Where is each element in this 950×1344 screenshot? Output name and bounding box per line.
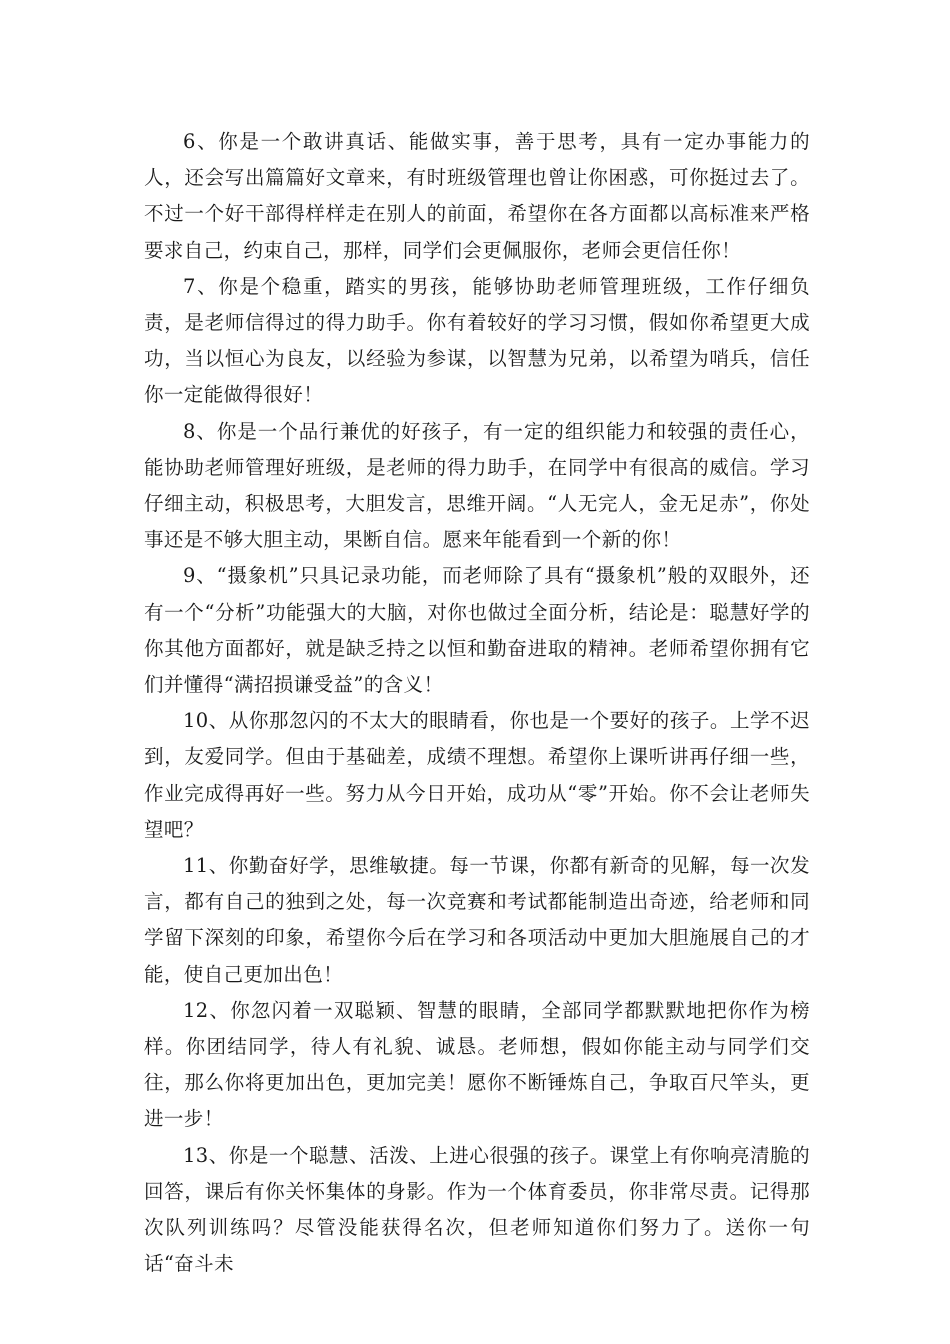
comment-paragraph-8: 8、你是一个品行兼优的好孩子，有一定的组织能力和较强的责任心，能协助老师管理好班级，是老师的得力助手，在同学中有很高的威信。学习仔细主动，积极思考，大胆发言，思维开阔。“人无完人，金无足赤”，你处事还是不够大胆主动，果断自信。愿来年能看到一个新的你！ [144, 419, 810, 552]
comment-paragraph-6: 6、你是一个敢讲真话、能做实事，善于思考，具有一定办事能力的人，还会写出篇篇好文章来，有时班级管理也曾让你困惑，可你挺过去了。不过一个好干部得样样走在别人的前面，希望你在各方面都以高标准来严格要求自己，约束自己，那样，同学们会更佩服你，老师会更信任你！ [144, 130, 810, 262]
comment-paragraph-7: 7、你是个稳重，踏实的男孩，能够协助老师管理班级，工作仔细负责，是老师信得过的得力助手。你有着较好的学习习惯，假如你希望更大成功，当以恒心为良友，以经验为参谋，以智慧为兄弟，以希望为哨兵，信任你一定能做得很好！ [144, 274, 810, 407]
comment-paragraph-9: 9、“摄象机”只具记录功能，而老师除了具有“摄象机”般的双眼外，还有一个“分析”功能强大的大脑，对你也做过全面分析，结论是：聪慧好学的你其他方面都好，就是缺乏持之以恒和勤奋进取的精神。老师希望你拥有它们并懂得“满招损谦受益”的含义！ [144, 564, 810, 697]
document-body [144, 124, 810, 1283]
comment-paragraph-13: 13、你是一个聪慧、活泼、上进心很强的孩子。课堂上有你响亮清脆的回答，课后有你关怀集体的身影。作为一个体育委员，你非常尽责。记得那次队列训练吗？尽管没能获得名次，但老师知道你们努力了。送你一句话“奋斗未 [144, 1143, 810, 1276]
comment-paragraph-12: 12、你忽闪着一双聪颖、智慧的眼睛，全部同学都默默地把你作为榜样。你团结同学，待人有礼貌、诚恳。老师想，假如你能主动与同学们交往，那么你将更加出色，更加完美！愿你不断锤炼自己，争取百尺竿头，更进一步！ [144, 998, 810, 1131]
comment-paragraph-10: 10、从你那忽闪的不太大的眼睛看，你也是一个要好的孩子。上学不迟到，友爱同学。但由于基础差，成绩不理想。希望你上课听讲再仔细一些，作业完成得再好一些。努力从今日开始，成功从“零”开始。你不会让老师失望吧？ [144, 709, 810, 841]
comment-paragraph-11: 11、你勤奋好学，思维敏捷。每一节课，你都有新奇的见解，每一次发言，都有自己的独到之处，每一次竞赛和考试都能制造出奇迹，给老师和同学留下深刻的印象，希望你今后在学习和各项活动中更加大胆施展自己的才能，使自己更加出色！ [144, 854, 810, 986]
